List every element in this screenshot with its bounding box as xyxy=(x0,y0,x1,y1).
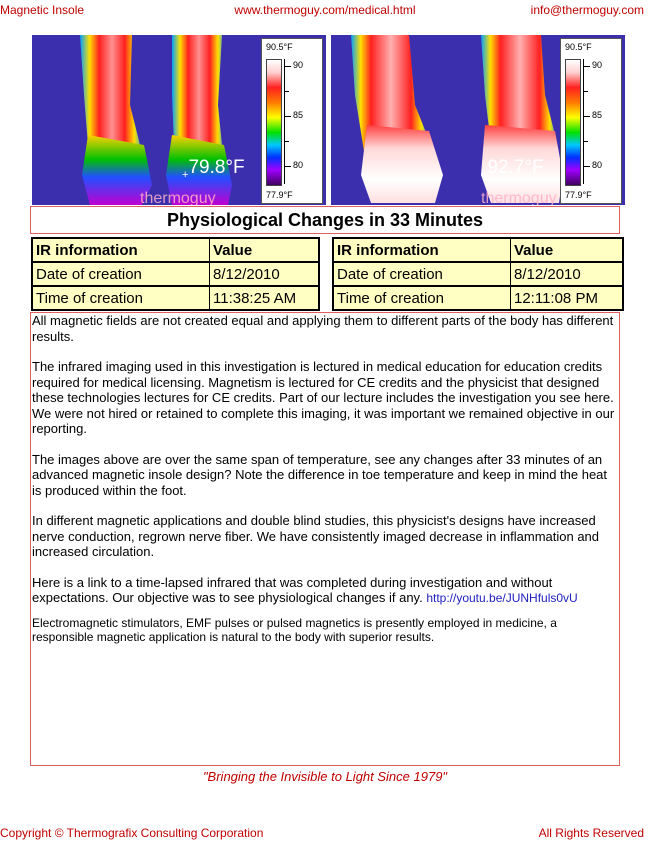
scale-label: 90 xyxy=(592,60,603,70)
table-cell-key: Time of creation xyxy=(333,286,511,310)
header-email[interactable]: info@thermoguy.com xyxy=(530,3,644,17)
scale-max: 90.5°F xyxy=(266,42,293,52)
page-title: Physiological Changes in 33 Minutes xyxy=(30,206,620,234)
scale-min: 77.9°F xyxy=(565,190,592,200)
watermark: thermoguy xyxy=(481,190,557,205)
temperature-scale xyxy=(560,38,622,204)
table-cell-value: 12:11:08 PM xyxy=(511,286,624,310)
ir-info-table-after xyxy=(332,237,624,311)
temperature-scale xyxy=(261,38,323,204)
table-cell-value: 8/12/2010 xyxy=(511,262,624,286)
table-cell-key: Time of creation xyxy=(32,286,210,310)
ir-info-table-before xyxy=(31,237,320,311)
table-row xyxy=(333,262,623,286)
scale-label: 80 xyxy=(293,160,304,170)
table-cell-value: 8/12/2010 xyxy=(210,262,320,286)
table-cell-value: 11:38:25 AM xyxy=(210,286,320,310)
scale-label: 80 xyxy=(592,160,603,170)
scale-max: 90.5°F xyxy=(565,42,592,52)
footer-rights: All Rights Reserved xyxy=(538,826,644,840)
watermark: thermoguy xyxy=(140,190,216,205)
color-scale-bar xyxy=(266,59,282,186)
link-paragraph: Here is a link to a time-lapsed infrared that was completed during investigation and without expectations. Our objective was to see physiological changes if any. http://youtu.be/JUNHfuls0vU xyxy=(32,574,578,605)
footer-copyright: Copyright © Thermografix Consulting Corporation xyxy=(0,826,264,840)
thermal-image-before xyxy=(32,35,326,205)
scale-label: 85 xyxy=(592,110,603,120)
body-text-box xyxy=(30,312,620,766)
table-row xyxy=(32,262,319,286)
header-title: Magnetic Insole xyxy=(0,3,85,17)
table-header-value: Value xyxy=(511,238,624,262)
paragraph: In different magnetic applications and double blind studies, this physicist's designs have increased nerve conduction, regrown nerve fiber. We have consistently imaged decrease in inflammation and increased circulation. xyxy=(32,513,600,559)
color-scale-bar xyxy=(565,59,581,186)
spot-temperature: $_+$79.8°F xyxy=(182,157,245,181)
thermal-image-after xyxy=(331,35,625,205)
scale-min: 77.9°F xyxy=(266,190,293,200)
table-cell-key: Date of creation xyxy=(333,262,511,286)
paragraph: The images above are over the same span of temperature, see any changes after 33 minutes of an advanced magnetic insole design? Note the difference in toe temperature and keep in mind the heat is produced within the foot. xyxy=(32,451,608,498)
paragraph: Electromagnetic stimulators, EMF pulses or pulsed magnetics is presently employed in medicine, a responsible magnetic application is natural to the body with superior results. xyxy=(32,615,557,644)
scale-label: 85 xyxy=(293,110,304,120)
table-row xyxy=(333,286,623,310)
header-url[interactable]: www.thermoguy.com/medical.html xyxy=(234,3,416,17)
table-row xyxy=(32,286,319,310)
paragraph: All magnetic fields are not created equal and applying them to different parts of the body has different results. xyxy=(32,313,614,344)
table-header-value: Value xyxy=(210,238,320,262)
table-header-key: IR information xyxy=(32,238,210,262)
scale-label: 90 xyxy=(293,60,304,70)
video-link[interactable]: http://youtu.be/JUNHfuls0vU xyxy=(426,591,578,605)
table-cell-key: Date of creation xyxy=(32,262,210,286)
paragraph: The infrared imaging used in this investigation is lectured in medical education for education credits required for medical licensing. Magnetism is lectured for CE credits and the physicist that designed these technologies lectures for CE credits. Part of our lecture includes the investigation you see here. We were not hired or retained to complete this imaging, it was important we remained objective in our reporting. xyxy=(32,359,615,436)
tagline: "Bringing the Invisible to Light Since 1979" xyxy=(202,769,448,784)
table-header-key: IR information xyxy=(333,238,511,262)
spot-temperature: $_+$92.7°F xyxy=(481,157,544,181)
